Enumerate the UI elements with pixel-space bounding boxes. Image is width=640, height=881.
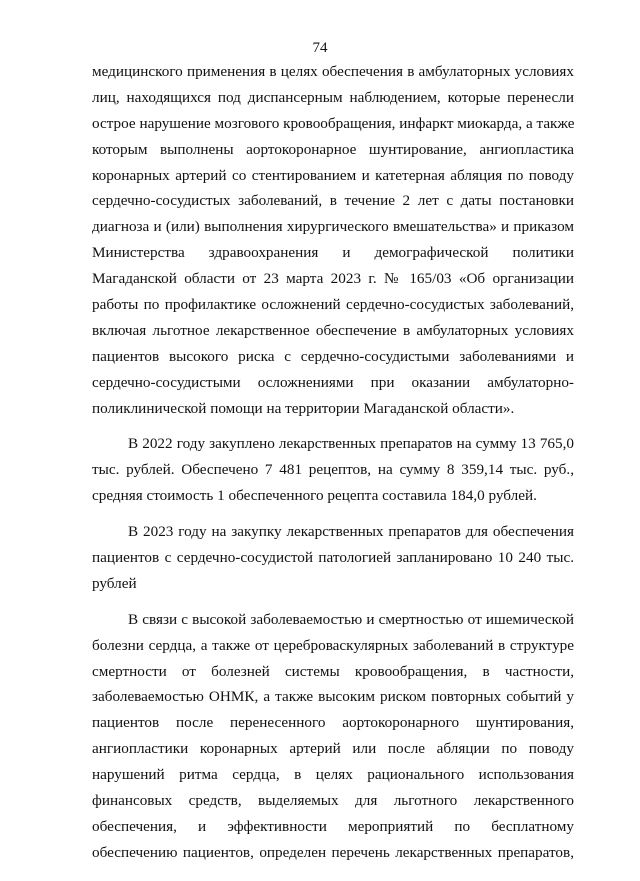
text-line: включая льготное лекарственное обеспечение в амбулаторных условиях	[92, 321, 574, 339]
text-line: рублей	[92, 574, 137, 592]
paragraph-gap	[92, 597, 574, 607]
paragraph-1	[92, 59, 574, 421]
text-line: диагноза и (или) выполнения хирургического вмешательства» и приказом	[92, 218, 574, 236]
text-line: работы по профилактике осложнений сердечно-сосудистых заболеваний,	[92, 296, 574, 314]
text-line: коронарных артерий со стентированием и катетерная абляция по поводу	[92, 166, 574, 184]
text-line: пациентов с сердечно-сосудистой патологией запланировано 10 240 тыс.	[92, 549, 574, 567]
paragraph-3	[92, 519, 574, 597]
text-line: заболеваемостью ОНМК, а также высоким риском повторных событий у	[92, 688, 574, 706]
text-line: сердечно-сосудистыми осложнениями при оказании амбулаторно-	[92, 373, 574, 391]
text-line: поликлинической помощи на территории Магаданской области».	[92, 399, 515, 417]
text-line: средняя стоимость 1 обеспеченного рецепта составила 184,0 рублей.	[92, 487, 537, 505]
text-line: В 2023 году на закупку лекарственных препаратов для обеспечения	[128, 523, 574, 541]
text-line: финансовых средств, выделяемых для льготного лекарственного	[92, 792, 574, 810]
paragraph-4	[92, 607, 574, 866]
text-line: лиц, находящихся под диспансерным наблюдением, которые перенесли	[92, 88, 574, 106]
text-line: В 2022 году закуплено лекарственных препаратов на сумму 13 765,0	[128, 435, 574, 453]
text-line: которым выполнены аортокоронарное шунтирование, ангиопластика	[92, 140, 574, 158]
paragraph-gap	[92, 509, 574, 519]
text-line: нарушений ритма сердца, в целях рационального использования	[92, 766, 574, 784]
paragraph-2	[92, 431, 574, 509]
text-line: Министерства здравоохранения и демографической политики	[92, 244, 574, 262]
text-line: обеспечению пациентов, определен перечень лекарственных препаратов,	[92, 843, 574, 861]
text-line: В связи с высокой заболеваемостью и смертностью от ишемической	[128, 610, 574, 628]
paragraph-gap	[92, 421, 574, 431]
document-body	[92, 59, 574, 866]
text-line: Магаданской области от 23 марта 2023 г. № 165/03 «Об организации	[92, 270, 574, 288]
text-line: ангиопластики коронарных артерий или после абляции по поводу	[92, 740, 574, 758]
text-line: пациентов после перенесенного аортокоронарного шунтирования,	[92, 714, 574, 732]
text-line: пациентов высокого риска с сердечно-сосудистыми заболеваниями и	[92, 347, 574, 365]
text-line: тыс. рублей. Обеспечено 7 481 рецептов, на сумму 8 359,14 тыс. руб.,	[92, 461, 574, 479]
text-line: болезни сердца, а также от цереброваскулярных заболеваний в структуре	[92, 636, 574, 654]
text-line: сердечно-сосудистых заболеваний, в течение 2 лет с даты постановки	[92, 192, 574, 210]
text-line: смертности от болезней системы кровообращения, в частности,	[92, 662, 574, 680]
page-number: 74	[312, 40, 328, 56]
text-line: медицинского применения в целях обеспечения в амбулаторных условиях	[92, 63, 574, 80]
text-line: обеспечения, и эффективности мероприятий по бесплатному	[92, 817, 574, 835]
text-line: острое нарушение мозгового кровообращения, инфаркт миокарда, а также	[92, 114, 575, 132]
